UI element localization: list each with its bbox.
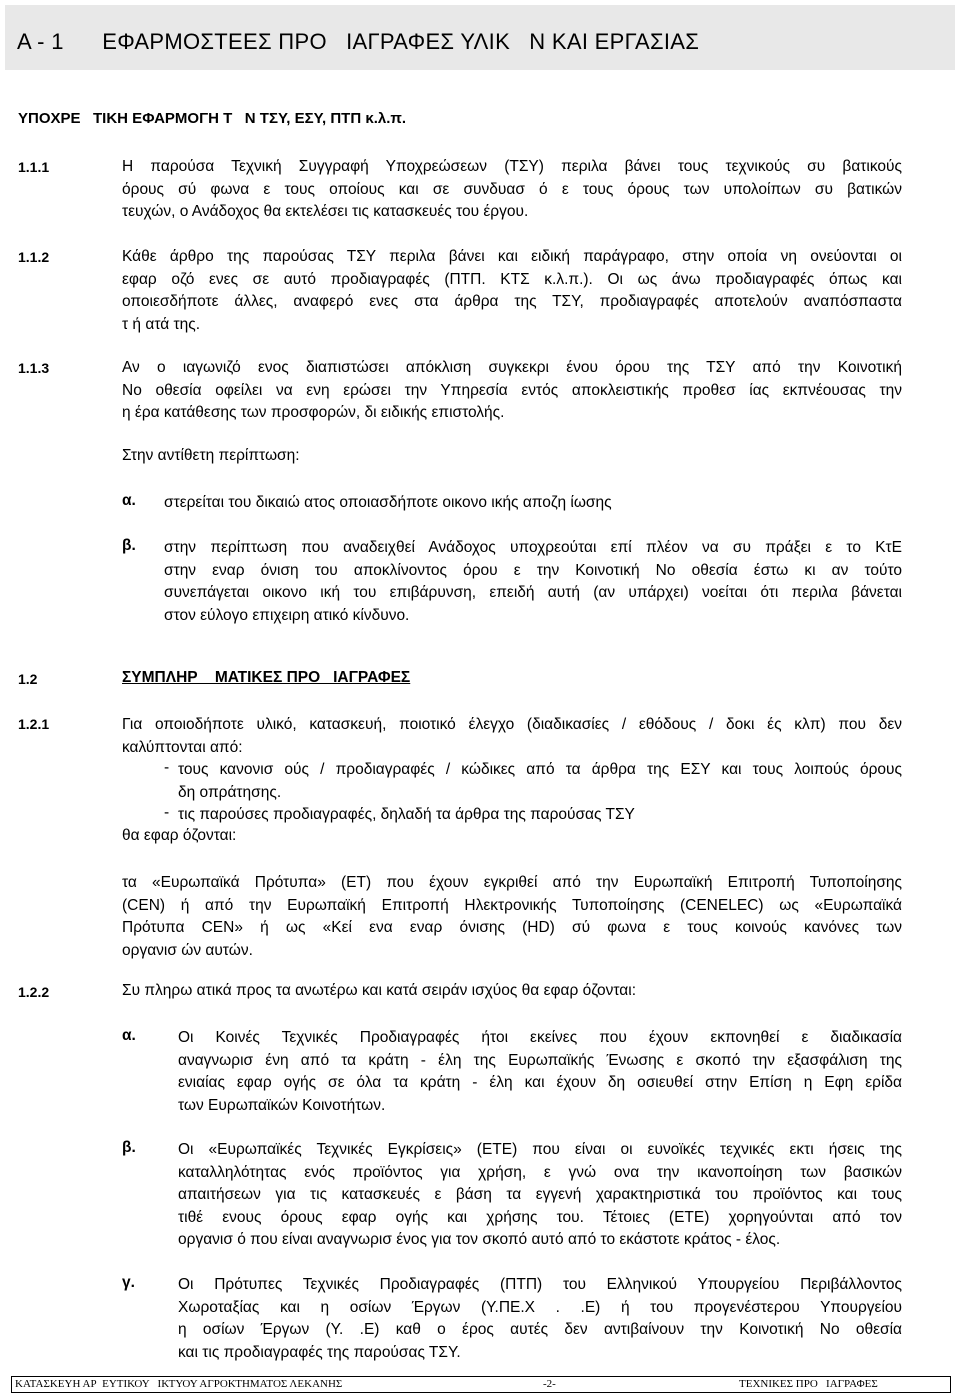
text-line: οργανισ ό που είναι αναγνωρισ ένος για τον σκοπό αυτό από το εκάστοτε κράτος - έλος. <box>178 1231 781 1248</box>
section-121-text <box>122 714 902 759</box>
text-line: η έρα κατάθεσης των προσφορών, δι ειδικής επιστολής. <box>122 404 505 421</box>
footer-left: ΚΑΤΑΣΚΕΥΗ ΑΡ ΕΥΤΙΚΟΥ ΙΚΤΥΟΥ ΑΓΡΟΚΤΗΜΑΤΟΣ ΛΕΚΑΝΗΣ <box>15 1378 343 1390</box>
text-line: δη οπράτησης. <box>178 783 282 801</box>
item-a-mark: α. <box>122 492 136 509</box>
section-number-12: 1.2 <box>18 671 38 687</box>
item-c-mark: γ. <box>122 1274 135 1291</box>
text-line: και τις προδιαγραφές της παρούσας ΤΣΥ. <box>178 1343 461 1361</box>
text-line: στην περίπτωση που αναδειχθεί Ανάδοχος υποχρεούται επί πλέον να συ πράξει ε το ΚτΕ <box>164 539 902 556</box>
text-line: Οι Πρότυπες Τεχνικές Προδιαγραφές (ΠΤΠ) του Ελληνικού Υπουργείου Περιβάλλοντος <box>178 1276 902 1293</box>
footer-right: ΤΕΧΝΙΚΕΣ ΠΡΟ ΙΑΓΡΑΦΕΣ <box>739 1378 878 1390</box>
text-line: Αν ο ιαγωνιζό ενος διαπιστώσει απόκλιση συγκεκρι ένου όρου της ΤΣΥ από την Κοινοτική <box>122 359 902 376</box>
item-1-text <box>178 759 902 804</box>
section-title: Α - 1 ΕΦΑΡΜΟΣΤΕΕΣ ΠΡΟ ΙΑΓΡΑΦΕΣ ΥΛΙΚ Ν ΚΑΙ ΕΡΓΑΣΙΑΣ <box>17 29 700 54</box>
text-line: οποιεσδήποτε άλλες, αναφερό ενες στα άρθρα της ΤΣΥ, προδιαγραφές αποτελούν αναπόσπαστα <box>122 293 902 310</box>
text-line: η οσίων Έργων (Υ. .Ε) καθ ο έρος αυτές δεν αντιβαίνουν την Κοινοτική Νο οθεσία <box>178 1321 902 1338</box>
item-b-mark: β. <box>122 1139 136 1156</box>
text-line: (CEN) ή από την Ευρωπαϊκή Επιτροπή Ηλεκτρονικής Τυποποίησης (CENELEC) ως «Ευρωπαϊκά <box>122 896 902 914</box>
section-number-111: 1.1.1 <box>18 159 50 175</box>
text-line: στον εύλογο επιχειρη ατικό κίνδυνο. <box>164 606 410 624</box>
item-c-text <box>178 1274 902 1364</box>
item-b-mark: β. <box>122 537 136 554</box>
otherwise-label: Στην αντίθετη περίπτωση: <box>122 447 300 464</box>
text-line: αναγνωρισ ένη από τα κράτη - έλη της Ευρωπαϊκής Ένωσης ε σκοπό την εξασφάλιση της <box>178 1051 902 1069</box>
text-line: Νο οθεσία οφείλει να ενη ερώσει την Υπηρεσία εντός αποκλειστικής προθεσ ίας εκπνέουσας την <box>122 381 902 399</box>
section-number-112: 1.1.2 <box>18 249 50 265</box>
standards-text <box>122 872 902 962</box>
text-line: τα «Ευρωπαϊκά Πρότυπα» (ΕΤ) που έχουν εγκριθεί από την Ευρωπαϊκή Επιτροπή Τυποποίησης <box>122 874 902 891</box>
item-b-text <box>164 537 902 627</box>
section-113-text <box>122 357 902 425</box>
text-line: Για οποιοδήποτε υλικό, κατασκευή, ποιοτικό έλεγχο (διαδικασίες / εθόδους / δοκι ές κλπ) που δεν <box>122 716 902 733</box>
apply-label: θα εφαρ όζονται: <box>122 827 237 844</box>
item-a-text: στερείται του δικαιώ ατος οποιασδήποτε οικονο ικής αποζη ίωσης <box>164 494 612 511</box>
text-line: καλύπτονται από: <box>122 738 243 756</box>
text-line: συνεπάγεται οικονο ική του επιβάρυνση, επειδή αυτή (αν υπάρχει) νοείται ότι περιλα βάνεται <box>164 584 902 601</box>
text-line: οργανισ ών αυτών. <box>122 941 253 959</box>
page-number: -2- <box>543 1378 556 1390</box>
item-a-mark: α. <box>122 1027 136 1044</box>
text-line: Η παρούσα Τεχνική Συγγραφή Υποχρεώσεων (ΤΣΥ) περιλα βάνει τους τεχνικούς συ βατικούς <box>122 158 902 175</box>
text-line: όρους σύ φωνα ε τους οποίους και σε συνδυασ ό ε τους όρους των υπολοίπων συ βατικών <box>122 180 902 198</box>
text-line: εφαρ οζό ενες σε αυτό προδιαγραφές (ΠΤΠ. ΚΤΣ κ.λ.π.). Οι ως άνω προδιαγραφές όπως και <box>122 270 902 288</box>
text-line: Χωροταξίας και η οσίων Έργων (Υ.ΠΕ.Χ . .Ε) ή του προγενέστερου Υπουργείου <box>178 1298 902 1316</box>
text-line: τ ή ατά της. <box>122 315 201 333</box>
section-122-intro: Συ πληρω ατικά προς τα ανωτέρω και κατά σειράν ισχύος θα εφαρ όζονται: <box>122 982 637 999</box>
text-line: τους κανονισ ούς / προδιαγραφές / κώδικες από τα άρθρα της ΕΣΥ και τους λοιπούς όρους <box>178 761 902 778</box>
section-header <box>5 5 955 70</box>
section-number-122: 1.2.2 <box>18 984 50 1000</box>
dash-1: - <box>164 759 170 776</box>
section-12-title: ΣΥΜΠΛΗΡ ΜΑΤΙΚΕΣ ΠΡΟ ΙΑΓΡΑΦΕΣ <box>122 669 411 686</box>
section-number-113: 1.1.3 <box>18 360 50 376</box>
section-number-121: 1.2.1 <box>18 716 50 732</box>
item-b-text <box>178 1139 902 1252</box>
text-line: Οι Κοινές Τεχνικές Προδιαγραφές ήτοι εκείνες που έχουν εκπονηθεί ε διαδικασία <box>178 1029 902 1046</box>
section-112-text <box>122 246 902 336</box>
section-111-text <box>122 156 902 224</box>
text-line: τευχών, ο Ανάδοχος θα εκτελέσει τις κατασκευές του έργου. <box>122 203 529 220</box>
text-line: στην εναρ όνιση του αποκλίνοντος όρου ε την Κοινοτική Νο οθεσία έστω κι αν τούτο <box>164 561 902 579</box>
text-line: των Ευρωπαϊκών Κοινοτήτων. <box>178 1096 386 1114</box>
text-line: Οι «Ευρωπαϊκές Τεχνικές Εγκρίσεις» (ΕΤΕ) που είναι οι ευνοϊκές τεχνικές εκτι ήσεις της <box>178 1141 902 1158</box>
text-line: Κάθε άρθρο της παρούσας ΤΣΥ περιλα βάνει και ειδική παράγραφο, στην οποία νη ονεύονται οι <box>122 248 902 265</box>
text-line: τιθέ ενους όρους εφαρ ογής και χρήσης του. Τέτοιες (ΕΤΕ) χορηγούνται από τον <box>178 1208 902 1226</box>
subtitle: ΥΠΟΧΡΕ ΤΙΚΗ ΕΦΑΡΜΟΓΗ Τ Ν ΤΣΥ, ΕΣΥ, ΠΤΠ κ.λ.π. <box>18 110 407 127</box>
text-line: καταλληλότητας ενός προϊόντος για χρήση, ε γνώ ονα την ικανοποίηση των βασικών <box>178 1163 902 1181</box>
page-footer <box>11 1376 951 1393</box>
text-line: ενιαίας εφαρ ογής σε όλα τα κράτη - έλη και έχουν δη οσιευθεί στην Επίση η Εφη ερίδα <box>178 1074 902 1091</box>
item-2-text: τις παρούσες προδιαγραφές, δηλαδή τα άρθρα της παρούσας ΤΣΥ <box>178 806 635 823</box>
text-line: Πρότυπα CEN» ή ως «Κεί ενα εναρ όνισης (HD) σύ φωνα ε τους κοινούς κανόνες των <box>122 919 902 936</box>
item-a-text <box>178 1027 902 1117</box>
text-line: απαιτήσεων για τις κατασκευές ε βάση τα εγγενή χαρακτηριστικά του προϊόντος και τους <box>178 1186 902 1203</box>
dash-2: - <box>164 804 170 821</box>
